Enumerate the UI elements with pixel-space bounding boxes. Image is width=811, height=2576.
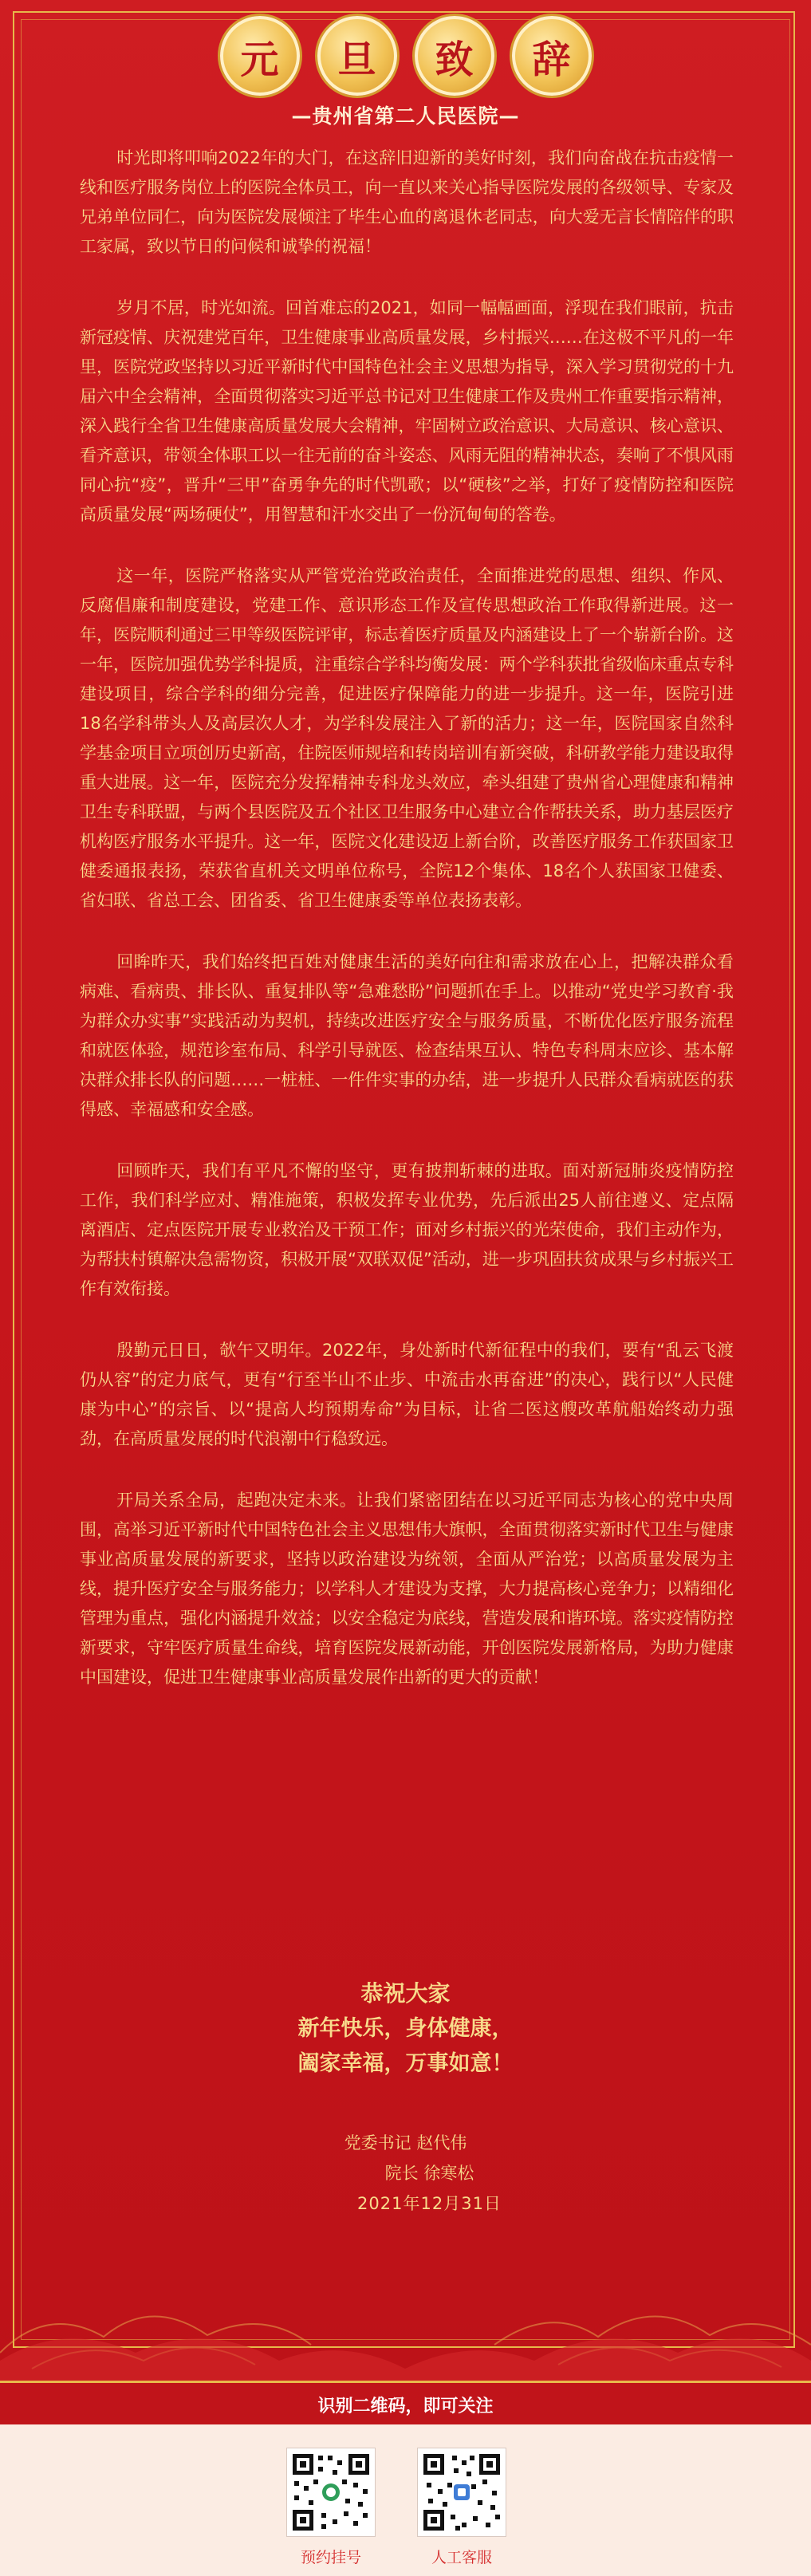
cloud-decoration bbox=[0, 2233, 811, 2385]
title-char-4: 辞 bbox=[512, 16, 592, 96]
paragraph-2: 岁月不居，时光如流。回首难忘的2021，如同一幅幅画面，浮现在我们眼前，抗击新冠疫情、庆祝建党百年，卫生健康事业高质量发展，乡村振兴……在这极不平凡的一年里，医院党政坚持以习近平新时代中国特色社会主义思想为指导，深入学习贯彻党的十九届六中全会精神，全面贯彻落实习近平总书记对卫生健康工作及贵州工作重要指示精神，深入践行全省卫生健康高质量发展大会精神，牢固树立政治意识、大局意识、核心意识、看齐意识，带领全体职工以一往无前的奋斗姿态、风雨无阻的精神状态，奏响了不惧风雨同心抗“疫”，晋升“三甲”奋勇争先的时代凯歌；以“硬核”之举，打好了疫情防控和医院高质量发展“两场硬仗”，用智慧和汗水交出了一份沉甸甸的答卷。 bbox=[80, 298, 734, 524]
article-body bbox=[80, 144, 734, 1724]
qr-label-booking: 预约挂号 bbox=[300, 2549, 361, 2566]
qr-code-booking-icon[interactable] bbox=[287, 2448, 375, 2536]
hospital-name: —贵州省第二人民医院— bbox=[291, 104, 520, 128]
paragraph-3: 这一年，医院严格落实从严管党治党政治责任，全面推进党的思想、组织、作风、反腐倡廉和制度建设，党建工作、意识形态工作及宣传思想政治工作取得新进展。这一年，医院顺利通过三甲等级医院评审，标志着医疗质量及内涵建设上了一个崭新台阶。这一年，医院加强优势学科提质，注重综合学科均衡发展：两个学科获批省级临床重点专科建设项目，综合学科的细分完善，促进医疗保障能力的进一步提升。这一年，医院引进18名学科带头人及高层次人才，为学科发展注入了新的活力；这一年，医院国家自然科学基金项目立项创历史新高，住院医师规培和转岗培训有新突破，科研教学能力建设取得重大进展。这一年，医院充分发挥精神专科龙头效应，牵头组建了贵州省心理健康和精神卫生专科联盟，与两个县医院及五个社区卫生服务中心建立合作帮扶关系，助力基层医疗机构医疗服务水平提升。这一年，医院文化建设迈上新台阶，改善医疗服务工作获国家卫健委通报表扬，荣获省直机关文明单位称号，全院12个集体、18名个人获国家卫健委、省妇联、省总工会、团省委、省卫生健康委等单位表扬表彰。 bbox=[80, 566, 734, 910]
greeting-line-1: 恭祝大家 bbox=[360, 1980, 451, 2007]
qr-label-service: 人工客服 bbox=[431, 2549, 492, 2566]
signature-secretary: 党委书记 赵代伟 bbox=[344, 2133, 467, 2153]
paragraph-4: 回眸昨天，我们始终把百姓对健康生活的美好向往和需求放在心上，把解决群众看病难、看病贵、排长队、重复排队等“急难愁盼”问题抓在手上。以推动“党史学习教育·我为群众办实事”实践活动为契机，持续改进医疗安全与服务质量，不断优化医疗服务流程和就医体验，规范诊室布局、科学引导就医、检查结果互认、特色专科周末应诊、基本解决群众排长队的问题……一桩桩、一件件实事的办结，进一步提升人民群众看病就医的获得感、幸福感和安全感。 bbox=[80, 952, 734, 1119]
qr-code-service-icon[interactable] bbox=[418, 2448, 506, 2536]
title-row bbox=[0, 16, 811, 99]
paragraph-5: 回顾昨天，我们有平凡不懈的坚守，更有披荆斩棘的进取。面对新冠肺炎疫情防控工作，我们科学应对、精准施策，积极发挥专业优势，先后派出25人前往遵义、定点隔离酒店、定点医院开展专业救治及干预工作；面对乡村振兴的光荣使命，我们主动作为，为帮扶村镇解决急需物资，积极开展“双联双促”活动，进一步巩固扶贫成果与乡村振兴工作有效衔接。 bbox=[80, 1161, 734, 1298]
greeting-line-2: 新年快乐，身体健康， bbox=[297, 2016, 514, 2041]
qr-service[interactable] bbox=[418, 2448, 506, 2567]
greeting-line-3: 阖家幸福，万事如意！ bbox=[297, 2051, 514, 2076]
title-char-2: 旦 bbox=[317, 16, 397, 96]
qr-area bbox=[0, 2424, 811, 2576]
paragraph-7: 开局关系全局，起跑决定未来。让我们紧密团结在以习近平同志为核心的党中央周围，高举习近平新时代中国特色社会主义思想伟大旗帜，全面贯彻落实新时代卫生与健康事业高质量发展的新要求，坚持以政治建设为统领，全面从严治党；以高质量发展为主线，提升医疗安全与服务能力；以学科人才建设为支撑，大力提高核心竞争力；以精细化管理为重点，强化内涵提升效益；以安全稳定为底线，营造发展和谐环境。落实疫情防控新要求，守牢医疗质量生命线，培育医院发展新动能，开创医院发展新格局，为助力健康中国建设，促进卫生健康事业高质量发展作出新的更大的贡献！ bbox=[80, 1491, 734, 1687]
signature-block bbox=[0, 2128, 811, 2219]
qr-booking[interactable] bbox=[287, 2448, 375, 2567]
qr-banner: 识别二维码，即可关注 bbox=[0, 2381, 811, 2426]
title-char-1: 元 bbox=[220, 16, 300, 96]
signature-date: 2021年12月31日 bbox=[357, 2194, 502, 2213]
new-year-greeting bbox=[0, 1976, 811, 2082]
signature-president: 院长 徐寒松 bbox=[384, 2164, 474, 2183]
paragraph-6: 殷勤元日日，欹午又明年。2022年，身处新时代新征程中的我们，要有“乱云飞渡仍从容”的定力底气，更有“行至半山不止步、中流击水再奋进”的决心，践行以“人民健康为中心”的宗旨、以“提高人均预期寿命”为目标，让省二医这艘改革航船始终动力强劲，在高质量发展的时代浪潮中行稳致远。 bbox=[80, 1341, 734, 1448]
paragraph-1: 时光即将叩响2022年的大门，在这辞旧迎新的美好时刻，我们向奋战在抗击疫情一线和医疗服务岗位上的医院全体员工，向一直以来关心指导医院发展的各级领导、专家及兄弟单位同仁，向为医院发展倾注了毕生心血的离退休老同志，向大爱无言长情陪伴的职工家属，致以节日的问候和诚挚的祝福！ bbox=[80, 148, 734, 256]
title-char-3: 致 bbox=[415, 16, 494, 96]
